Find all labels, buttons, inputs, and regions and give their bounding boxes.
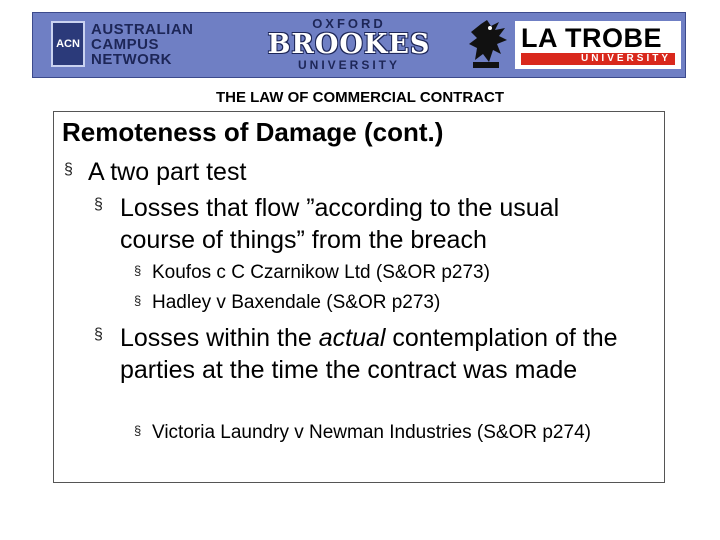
square-bullet-icon: § bbox=[134, 263, 142, 278]
bullet-text: Victoria Laundry v Newman Industries (S&OR p274) bbox=[152, 422, 591, 443]
bullet-text bbox=[120, 322, 634, 386]
bullet-text: Koufos c C Czarnikow Ltd (S&OR p273) bbox=[152, 262, 490, 283]
bullet-text: Hadley v Baxendale (S&OR p273) bbox=[152, 292, 441, 313]
acn-wordmark bbox=[91, 22, 194, 67]
course-title: THE LAW OF COMMERCIAL CONTRACT bbox=[215, 89, 505, 106]
square-bullet-icon: § bbox=[134, 423, 142, 438]
brookes-line3: UNIVERSITY bbox=[297, 58, 400, 72]
la-trobe-name: LA TROBE bbox=[521, 23, 662, 53]
slide-title: Remoteness of Damage (cont.) bbox=[62, 117, 444, 147]
la-trobe-sub: UNIVERSITY bbox=[521, 53, 675, 65]
text-run: contemplation of the parties at the time the contract was made bbox=[120, 324, 618, 384]
la-trobe-wordmark bbox=[515, 21, 681, 69]
bullet-level1 bbox=[64, 157, 246, 187]
brookes-line2: BROOKES bbox=[267, 29, 431, 60]
square-bullet-icon: § bbox=[94, 196, 103, 213]
bullet-level2 bbox=[94, 192, 614, 256]
eagle-crest-icon bbox=[465, 18, 511, 72]
bullet-level3 bbox=[134, 420, 634, 446]
bullet-level3 bbox=[134, 290, 440, 316]
slide-content bbox=[53, 111, 665, 483]
bullet-text: Losses that flow ”according to the usual course of things” from the breach bbox=[120, 194, 560, 254]
emphasis-text: actual bbox=[318, 324, 386, 352]
acn-line: AUSTRALIAN bbox=[91, 20, 194, 38]
text-run: Losses within the bbox=[120, 324, 319, 352]
square-bullet-icon: § bbox=[94, 326, 103, 343]
la-trobe-logo bbox=[465, 18, 681, 72]
brookes-line1: OXFORD bbox=[312, 16, 386, 31]
oxford-brookes-logo bbox=[249, 17, 449, 72]
bullet-text: A two part test bbox=[88, 158, 247, 186]
square-bullet-icon: § bbox=[134, 293, 142, 308]
acn-line: CAMPUS bbox=[91, 35, 160, 53]
acn-logo bbox=[51, 21, 194, 67]
square-bullet-icon: § bbox=[64, 161, 73, 178]
bullet-level3 bbox=[134, 260, 490, 286]
acn-line: NETWORK bbox=[91, 50, 172, 68]
header-banner bbox=[32, 12, 686, 78]
bullet-level2 bbox=[94, 322, 634, 386]
acn-badge-icon: ACN bbox=[51, 21, 85, 67]
